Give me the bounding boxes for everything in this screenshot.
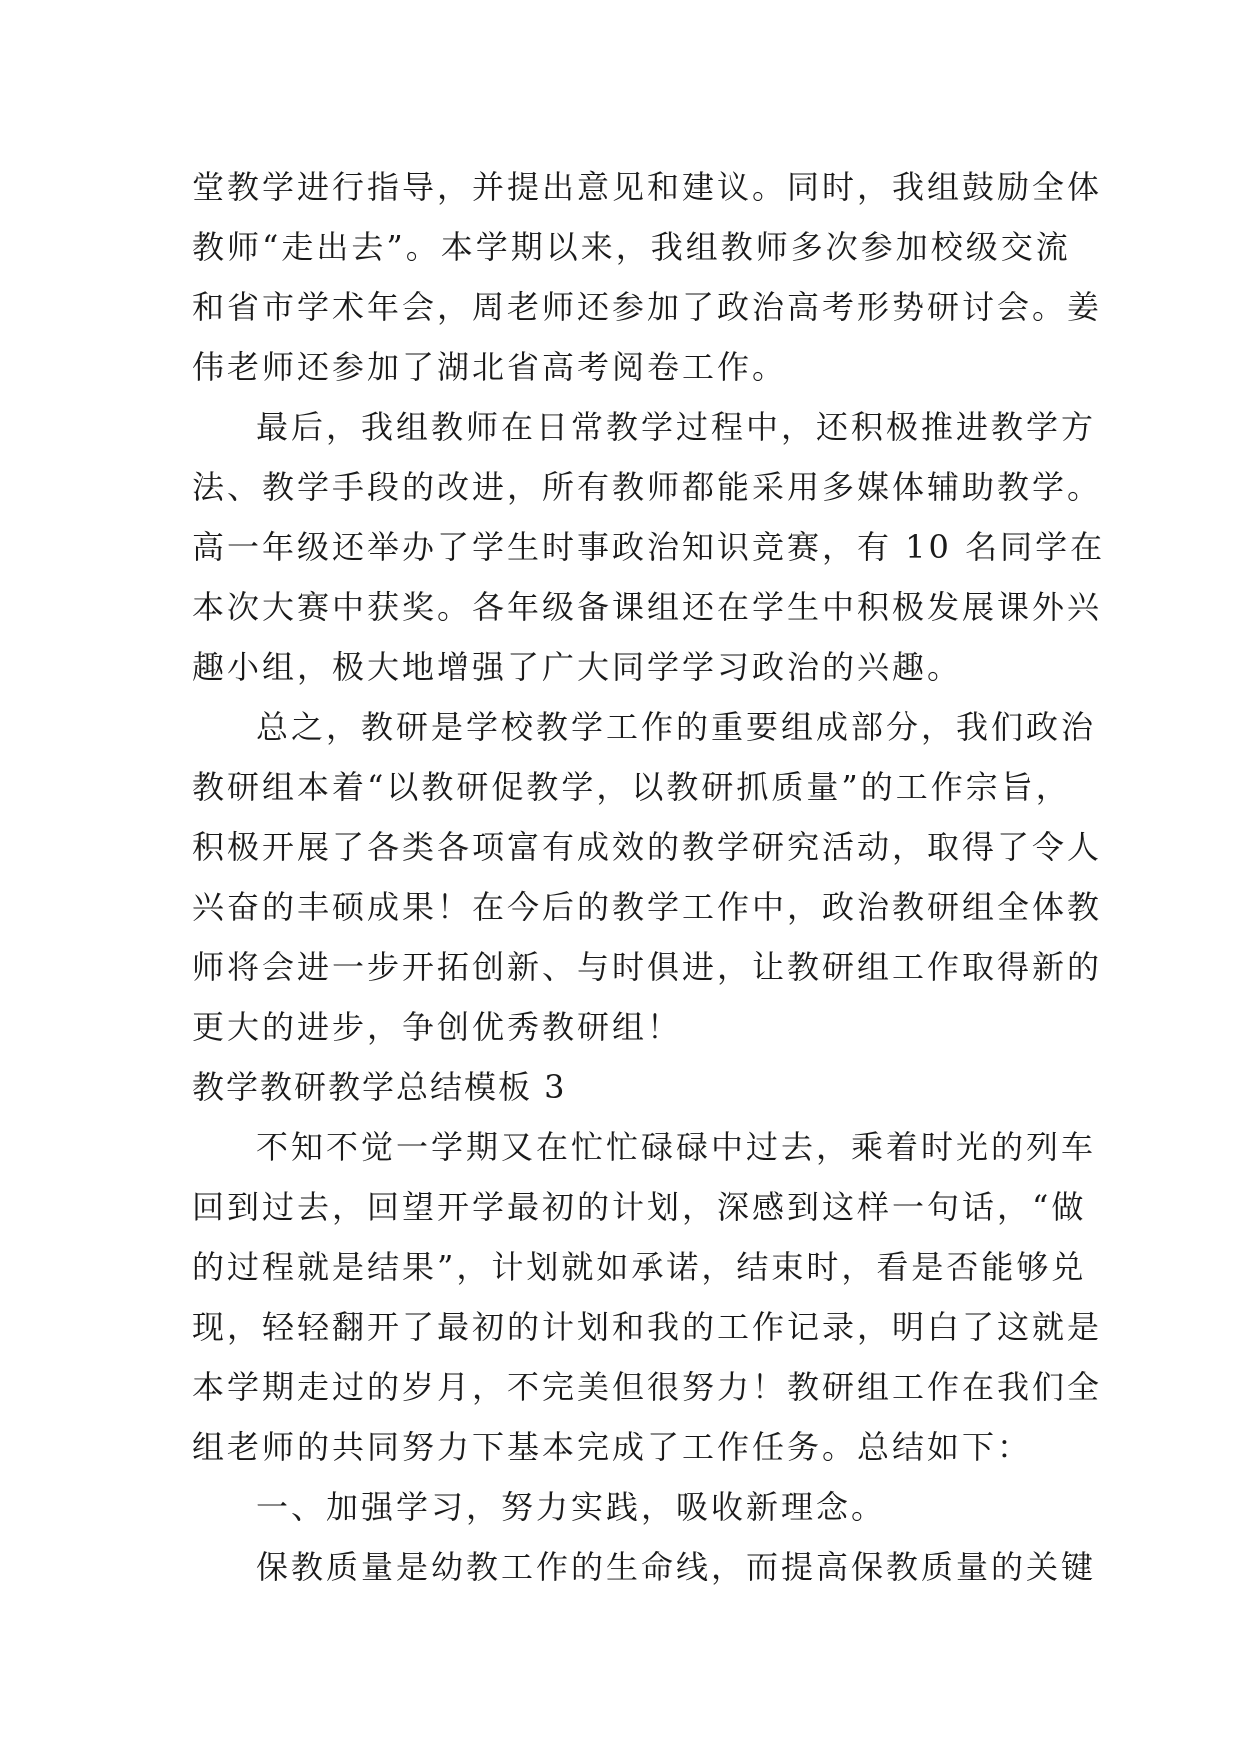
text-line: 教研组本着“以教研促教学，以教研抓质量”的工作宗旨， [192, 768, 1071, 806]
text-line: 本次大赛中获奖。各年级备课组还在学生中积极发展课外兴 [192, 588, 1103, 626]
text-line: 积极开展了各类各项富有成效的教学研究活动，取得了令人 [192, 828, 1103, 866]
text-line: 最后，我组教师在日常教学过程中，还积极推进教学方 [256, 408, 1097, 446]
text-line: 趣小组，极大地增强了广大同学学习政治的兴趣。 [192, 648, 963, 686]
text-line: 师将会进一步开拓创新、与时俱进，让教研组工作取得新的 [192, 948, 1103, 986]
text-line: 堂教学进行指导，并提出意见和建议。同时，我组鼓励全体 [192, 168, 1103, 206]
text-line: 组老师的共同努力下基本完成了工作任务。总结如下： [192, 1428, 1033, 1466]
text-line: 本学期走过的岁月，不完美但很努力！教研组工作在我们全 [192, 1368, 1103, 1406]
text-line: 更大的进步，争创优秀教研组！ [192, 1008, 683, 1046]
subheading: 一、加强学习，努力实践，吸收新理念。 [256, 1488, 887, 1526]
text-line: 保教质量是幼教工作的生命线，而提高保教质量的关键 [256, 1548, 1097, 1586]
text-line: 伟老师还参加了湖北省高考阅卷工作。 [192, 348, 788, 386]
text-line: 不知不觉一学期又在忙忙碌碌中过去，乘着时光的列车 [256, 1128, 1097, 1166]
text-line: 回到过去，回望开学最初的计划，深感到这样一句话，“做 [192, 1188, 1087, 1226]
document-body [192, 157, 1106, 1597]
text-line: 现，轻轻翻开了最初的计划和我的工作记录，明白了这就是 [192, 1308, 1103, 1346]
text-line: 高一年级还举办了学生时事政治知识竞赛，有 10 名同学在 [192, 528, 1106, 566]
text-line: 教师“走出去”。本学期以来，我组教师多次参加校级交流 [192, 228, 1071, 266]
text-line: 总之，教研是学校教学工作的重要组成部分，我们政治 [256, 708, 1097, 746]
text-line: 兴奋的丰硕成果！在今后的教学工作中，政治教研组全体教 [192, 888, 1103, 926]
text-line: 和省市学术年会，周老师还参加了政治高考形势研讨会。姜 [192, 288, 1103, 326]
text-line: 的过程就是结果”，计划就如承诺，结束时，看是否能够兑 [192, 1248, 1087, 1286]
section-title: 教学教研教学总结模板 3 [192, 1068, 567, 1106]
text-line: 法、教学手段的改进，所有教师都能采用多媒体辅助教学。 [192, 468, 1103, 506]
